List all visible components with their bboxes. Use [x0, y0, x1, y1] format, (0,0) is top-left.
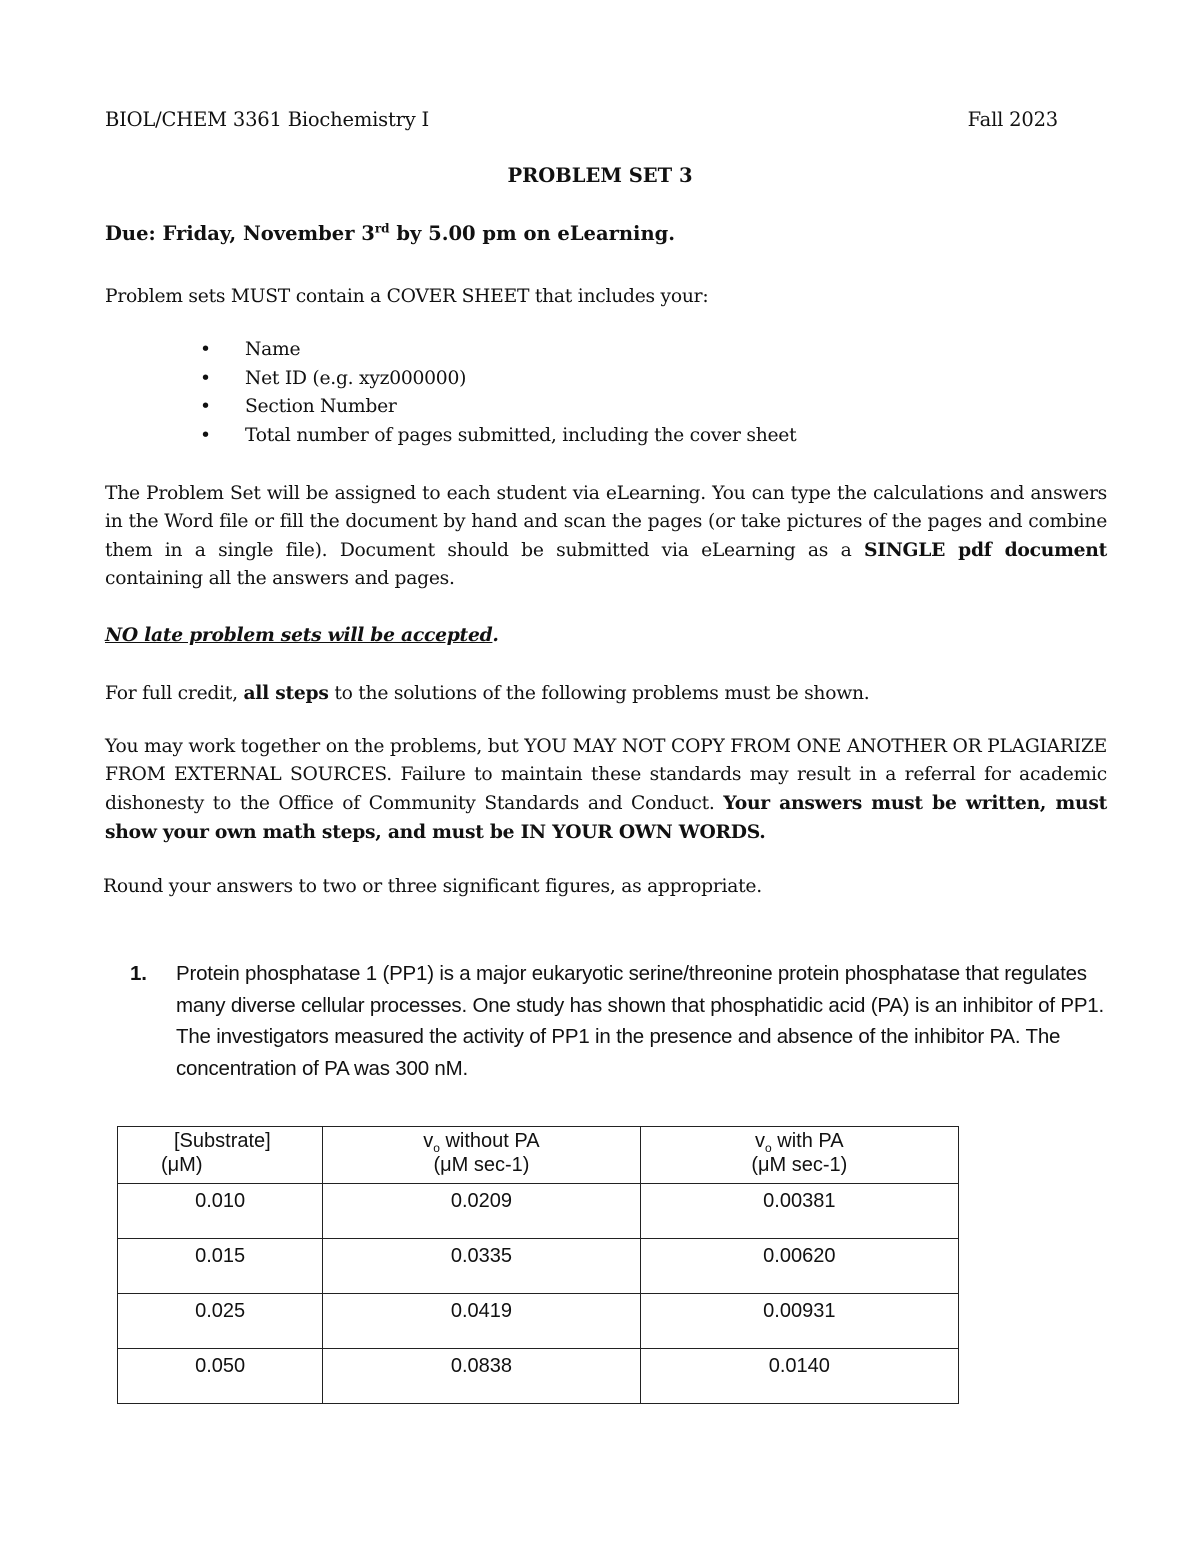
table-header-row [118, 1127, 959, 1184]
table-row [118, 1349, 959, 1404]
submission-tail: containing all the answers and pages. [105, 568, 455, 589]
list-item [200, 365, 796, 394]
credit-bold: all steps [243, 682, 329, 704]
document-header [105, 108, 1058, 131]
list-item-text: Net ID (e.g. xyz000000) [245, 367, 467, 389]
submission-instructions [105, 480, 1107, 593]
list-item-text: Total number of pages submitted, including the cover sheet [245, 424, 797, 446]
course-name: BIOL/CHEM 3361 Biochemistry I [105, 108, 430, 131]
kinetics-table [117, 1126, 959, 1404]
cell-with-pa: 0.0140 [640, 1349, 958, 1404]
header-without-pa-label: without PA [439, 1130, 540, 1152]
academic-integrity-note [105, 733, 1107, 847]
cell-with-pa: 0.00620 [640, 1239, 958, 1294]
integrity-bold: Your answers must be written, must show your own math steps, and must be IN YOUR OWN WORDS. [105, 792, 1107, 843]
table-row [118, 1294, 959, 1349]
cell-with-pa: 0.00931 [640, 1294, 958, 1349]
credit-suffix: to the solutions of the following problems must be shown. [328, 683, 870, 704]
header-with-pa [640, 1127, 958, 1184]
integrity-text: You may work together on the problems, but YOU MAY NOT COPY FROM ONE ANOTHER OR PLAGIARIZE FROM EXTERNAL SOURCES. Failure to maintain these standards may result in a referral for academic dishonesty to the Office of Community Standards and Conduct. [105, 736, 1107, 814]
credit-prefix: For full credit, [105, 683, 244, 704]
header-substrate [118, 1127, 323, 1184]
cell-without-pa: 0.0838 [323, 1349, 640, 1404]
cover-sheet-intro: Problem sets MUST contain a COVER SHEET that includes your: [105, 286, 709, 307]
due-superscript: rd [374, 221, 390, 236]
header-without-pa-unit: (μM sec-1) [433, 1154, 530, 1176]
list-item [200, 422, 796, 451]
header-substrate-line1: [Substrate] [174, 1130, 271, 1152]
cell-without-pa: 0.0419 [323, 1294, 640, 1349]
page-title: PROBLEM SET 3 [507, 164, 693, 187]
header-substrate-unit: (μM) [161, 1154, 203, 1176]
bullet-icon: • [200, 424, 211, 446]
list-item-text: Name [245, 339, 301, 360]
full-credit-note [105, 679, 1107, 708]
bullet-icon: • [200, 367, 211, 389]
rounding-note: Round your answers to two or three significant figures, as appropriate. [103, 876, 762, 897]
cover-sheet-list [200, 336, 796, 450]
due-date [105, 222, 675, 245]
header-v-symbol: v [755, 1130, 766, 1152]
question-number: 1. [130, 962, 147, 985]
header-without-pa [323, 1127, 640, 1184]
table-row [118, 1184, 959, 1239]
submission-format: SINGLE pdf document [863, 539, 1107, 561]
header-v-subscript: o [765, 1141, 772, 1155]
submission-text: The Problem Set will be assigned to each student via eLearning. You can type the calculations and answers in the Word file or fill the document by hand and scan the pages (or take pictures of the pages and combine them in a single file). Document should be submitted via eLearning as a [105, 483, 1107, 561]
cell-substrate: 0.010 [118, 1184, 323, 1239]
list-item [200, 393, 796, 422]
header-v-symbol: v [423, 1130, 434, 1152]
term: Fall 2023 [967, 108, 1058, 131]
due-suffix: by 5.00 pm on eLearning. [389, 222, 676, 245]
cell-without-pa: 0.0209 [323, 1184, 640, 1239]
bullet-icon: • [200, 396, 211, 417]
late-policy-tail: . [492, 624, 499, 646]
header-with-pa-label: with PA [771, 1130, 844, 1152]
table-row [118, 1239, 959, 1294]
bullet-icon: • [200, 339, 211, 360]
list-item-text: Section Number [245, 396, 397, 417]
cell-substrate: 0.015 [118, 1239, 323, 1294]
question-text: Protein phosphatase 1 (PP1) is a major eukaryotic serine/threonine protein phosphatase that regulates many diverse cellular processes. One study has shown that phosphatidic acid (PA) is an inhibitor of PP1. The investigators measured the activity of PP1 in the presence and absence of the inhibitor PA. The concentration of PA was 300 nM. [176, 962, 1104, 1080]
late-policy-text: NO late problem sets will be accepted [105, 624, 493, 646]
cell-with-pa: 0.00381 [640, 1184, 958, 1239]
late-policy [105, 621, 1107, 649]
cell-substrate: 0.025 [118, 1294, 323, 1349]
due-prefix: Due: Friday, November 3 [105, 222, 375, 245]
question-1 [130, 958, 1110, 1084]
cell-without-pa: 0.0335 [323, 1239, 640, 1294]
header-with-pa-unit: (μM sec-1) [751, 1154, 848, 1176]
cell-substrate: 0.050 [118, 1349, 323, 1404]
header-v-subscript: o [433, 1141, 440, 1155]
list-item [200, 336, 796, 365]
